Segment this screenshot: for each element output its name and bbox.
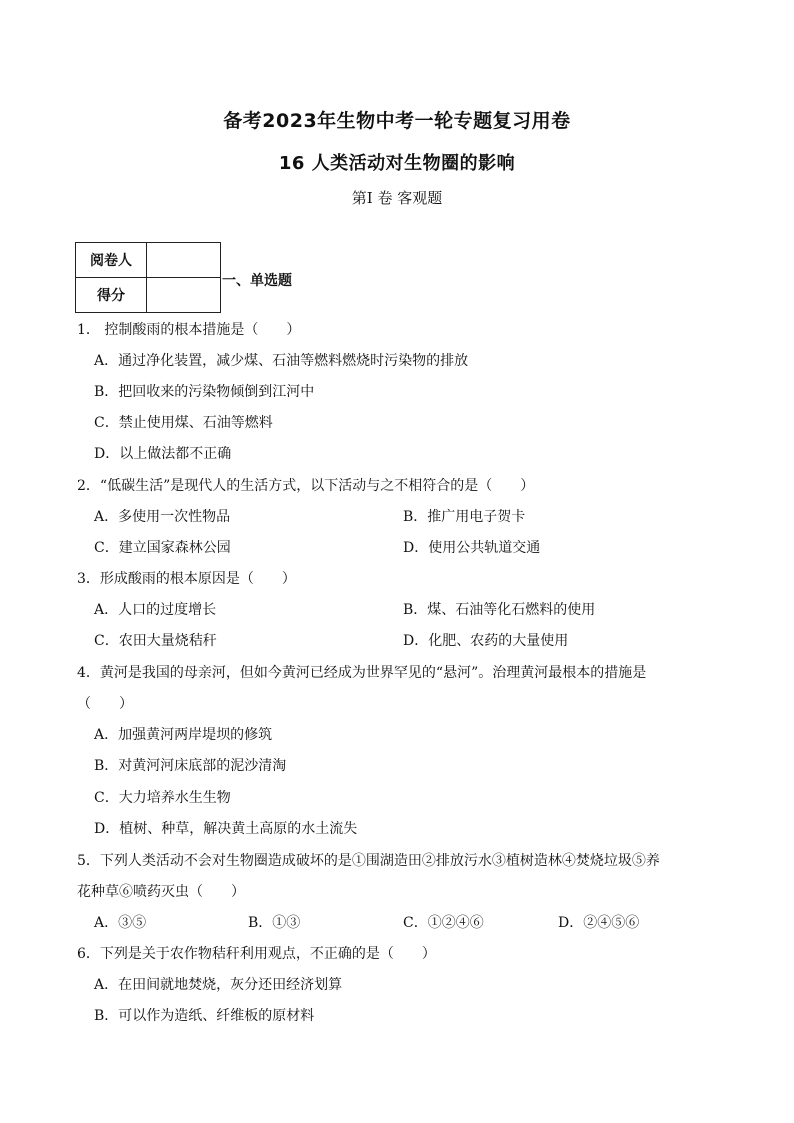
option: D．②④⑤⑥ xyxy=(558,915,640,931)
score-table xyxy=(75,242,221,313)
option: A．多使用一次性物品 xyxy=(94,509,231,525)
grader-cell[interactable] xyxy=(147,243,221,278)
question-stem-continued: （ ） xyxy=(77,696,133,712)
option: D．以上做法都不正确 xyxy=(94,446,232,462)
option: C．建立国家森林公园 xyxy=(94,540,231,556)
grader-label: 阅卷人 xyxy=(76,243,147,278)
volume-label: 第Ⅰ 卷 客观题 xyxy=(351,189,443,207)
option: B．①③ xyxy=(248,915,301,931)
option: D．化肥、农药的大量使用 xyxy=(403,633,569,649)
option: B．可以作为造纸、纤维板的原材料 xyxy=(94,1008,315,1024)
grader-row xyxy=(76,243,221,278)
option: C．大力培养水生生物 xyxy=(94,790,231,806)
option: C．①②④⑥ xyxy=(403,915,484,931)
question-stem: 3．形成酸雨的根本原因是（ ） xyxy=(77,571,296,587)
option: A．通过净化装置，减少煤、石油等燃料燃烧时污染物的排放 xyxy=(94,353,469,369)
option: B．煤、石油等化石燃料的使用 xyxy=(403,602,596,618)
option: D．植树、种草，解决黄土高原的水土流失 xyxy=(94,821,358,837)
option: A．人口的过度增长 xyxy=(94,602,217,618)
option: B．对黄河河床底部的泥沙清淘 xyxy=(94,758,287,774)
option: A．③⑤ xyxy=(94,915,147,931)
option: A．在田间就地焚烧，灰分还田经济划算 xyxy=(94,977,343,993)
score-label: 得分 xyxy=(76,278,147,313)
score-row xyxy=(76,278,221,313)
option: C．禁止使用煤、石油等燃料 xyxy=(94,415,273,431)
question-stem-continued: 花种草⑥喷药灭虫（ ） xyxy=(77,884,245,900)
question-stem: 1． 控制酸雨的根本措施是（ ） xyxy=(77,322,301,338)
option: B．推广用电子贺卡 xyxy=(403,509,526,525)
question-stem: 6．下列是关于农作物秸秆利用观点，不正确的是（ ） xyxy=(77,946,436,962)
option: B．把回收来的污染物倾倒到江河中 xyxy=(94,384,315,400)
option: D．使用公共轨道交通 xyxy=(403,540,541,556)
paper-title: 备考2023年生物中考一轮专题复习用卷 xyxy=(223,110,571,132)
option: A．加强黄河两岸堤坝的修筑 xyxy=(94,727,273,743)
question-stem: 2．“低碳生活”是现代人的生活方式，以下活动与之不相符合的是（ ） xyxy=(77,478,535,494)
paper-subtitle: 16 人类活动对生物圈的影响 xyxy=(278,153,516,174)
score-cell[interactable] xyxy=(147,278,221,313)
question-stem: 4．黄河是我国的母亲河，但如今黄河已经成为世界罕见的“悬河”。治理黄河最根本的措施是 xyxy=(77,665,647,681)
section-title: 一、单选题 xyxy=(222,273,292,289)
question-stem: 5．下列人类活动不会对生物圈造成破坏的是①围湖造田②排放污水③植树造林④焚烧垃圾⑤养 xyxy=(77,853,660,869)
option: C．农田大量烧秸秆 xyxy=(94,633,217,649)
